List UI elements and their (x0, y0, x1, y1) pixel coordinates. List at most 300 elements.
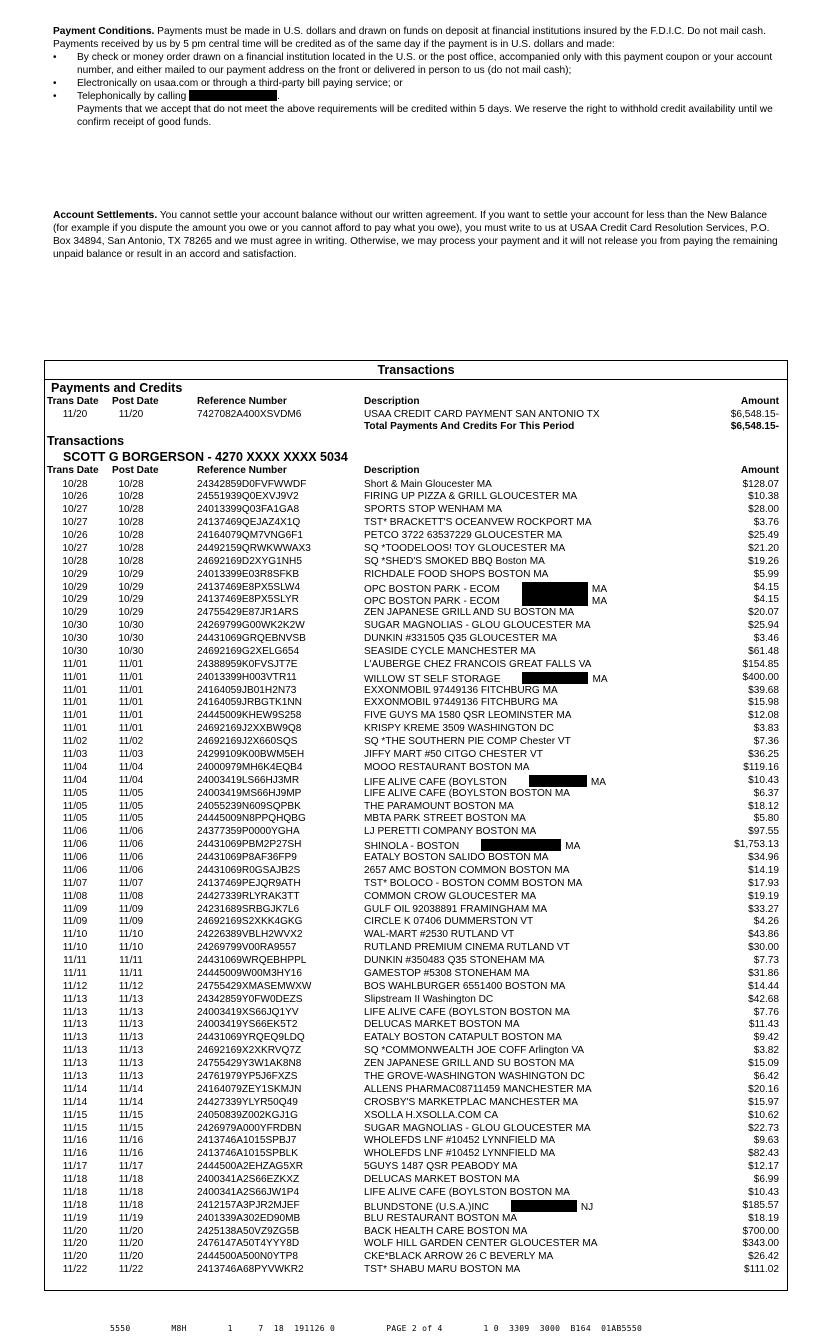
amount: $4.15 (753, 581, 779, 593)
post-date: 10/28 (118, 517, 144, 529)
table-row (45, 1058, 787, 1071)
amount: $17.93 (748, 877, 779, 889)
table-row (45, 1071, 787, 1084)
description-text: FIRING UP PIZZA & GRILL GLOUCESTER MA (364, 491, 578, 503)
table-row (45, 1110, 787, 1123)
post-date: 10/28 (118, 504, 144, 516)
payments-total-row: Total Payments And Credits For This Period $6,548.15- (364, 421, 779, 432)
reference-number: 24164079QM7VNG6F1 (197, 530, 304, 542)
description (364, 569, 548, 582)
amount: $15.97 (748, 1096, 779, 1108)
description-text: SQ *COMMONWEALTH JOE COFF Arlington VA (364, 1045, 585, 1057)
post-date: 11/06 (118, 864, 144, 876)
description-state: MA (591, 596, 608, 608)
redacted-location (522, 582, 588, 594)
description (364, 1007, 570, 1020)
post-date: 11/19 (118, 1212, 144, 1224)
amount: $12.08 (748, 710, 779, 722)
trans-date: 11/01 (62, 697, 88, 709)
table-row (45, 1007, 787, 1020)
post-date: 11/13 (118, 1070, 144, 1082)
post-date: 11/13 (118, 1019, 144, 1031)
post-date: 11/20 (118, 1238, 144, 1250)
reference-number: 24692169J2X660SQS (197, 736, 298, 748)
trans-date: 11/15 (62, 1109, 88, 1121)
reference-number: 24342859Y0FW0DEZS (197, 993, 303, 1005)
description-text: SPORTS STOP WENHAM MA (364, 504, 502, 516)
table-row (45, 569, 787, 582)
redacted-location (529, 775, 587, 787)
amount: $343.00 (742, 1238, 779, 1250)
description (364, 1251, 553, 1264)
amount: $5.99 (753, 568, 779, 580)
reference-number: 24431069WRQEBHPPL (197, 955, 307, 967)
post-date: 10/28 (118, 530, 144, 542)
payment-row: 11/20 11/20 7427082A400XSVDM6 USAA CREDIT CARD PAYMENT SAN ANTONIO TX $6,548.15- (62, 408, 779, 420)
reference-number: 2476147A50T4YYY8D (197, 1238, 300, 1250)
table-row (45, 1032, 787, 1045)
trans-date: 11/06 (62, 839, 88, 851)
list-item: • Electronically on usaa.com or through a third-party bill paying service; or (53, 78, 403, 89)
table-row (45, 1226, 787, 1239)
table-row (45, 788, 787, 801)
reference-number: 2444500A2EHZAG5XR (197, 1161, 304, 1173)
trans-date: 11/01 (62, 658, 88, 670)
amount: $33.27 (748, 903, 779, 915)
table-row (45, 1251, 787, 1264)
reference-number: 2412157A3PJR2MJEF (197, 1199, 300, 1211)
description-text: DELUCAS MARKET BOSTON MA (364, 1019, 520, 1031)
trans-date: 11/10 (62, 929, 88, 941)
description (364, 710, 572, 723)
amount: $36.25 (748, 748, 779, 760)
trans-date: 10/28 (62, 555, 88, 567)
table-row (45, 1123, 787, 1136)
reference-number: 24269799V00RA9557 (197, 942, 297, 954)
reference-number: 24003419MS66HJ9MP (197, 787, 302, 799)
description (364, 1071, 585, 1084)
amount: $9.63 (753, 1135, 779, 1147)
description-text: SQ *THE SOUTHERN PIE COMP Chester VT (364, 736, 571, 748)
description-text: CROSBY'S MARKETPLAC MANCHESTER MA (364, 1096, 578, 1108)
description (364, 801, 514, 814)
post-date: 11/16 (118, 1148, 144, 1160)
table-row (45, 1097, 787, 1110)
description-text: EATALY BOSTON SALIDO BOSTON MA (364, 852, 549, 864)
post-date: 11/05 (118, 800, 144, 812)
description (364, 1058, 574, 1071)
description (364, 994, 493, 1007)
reference-number: 24377359P0000YGHA (197, 826, 300, 838)
amount: $25.94 (748, 620, 779, 632)
trans-date: 10/30 (62, 633, 88, 645)
trans-date: 11/11 (63, 955, 87, 967)
description-text: LIFE ALIVE CAFE (BOYLSTON BOSTON MA (364, 1006, 571, 1018)
reference-number: 24137469E8PX5SLW4 (197, 581, 301, 593)
trans-date: 11/04 (62, 774, 88, 786)
reference-number: 2400341A2S66JW1P4 (197, 1186, 300, 1198)
table-row (45, 607, 787, 620)
trans-date: 11/11 (63, 967, 87, 979)
post-date: 11/01 (118, 658, 144, 670)
description-text: Slipstream II Washington DC (364, 993, 494, 1005)
post-date: 11/13 (118, 1006, 144, 1018)
description (364, 736, 571, 749)
table-row (45, 1238, 787, 1251)
reference-number: 24692169G2XELG654 (197, 645, 300, 657)
post-date: 11/01 (118, 697, 144, 709)
description-text: ZEN JAPANESE GRILL AND SU BOSTON MA (364, 1058, 575, 1070)
table-row (45, 697, 787, 710)
description-text: RUTLAND PREMIUM CINEMA RUTLAND VT (364, 942, 570, 954)
description-state: MA (590, 776, 606, 788)
post-date: 11/16 (118, 1135, 144, 1147)
description (364, 749, 543, 762)
description (364, 1161, 518, 1174)
description (364, 1148, 555, 1161)
table-row (45, 801, 787, 814)
post-date: 11/09 (118, 916, 144, 928)
trans-date: 11/09 (62, 903, 88, 915)
description (364, 1213, 517, 1226)
description-text: WHOLEFDS LNF #10452 LYNNFIELD MA (364, 1148, 556, 1160)
table-row (45, 942, 787, 955)
description (364, 1226, 527, 1239)
description (364, 1264, 520, 1277)
post-date: 11/18 (118, 1174, 144, 1186)
description-text: BACK HEALTH CARE BOSTON MA (364, 1225, 528, 1237)
description (364, 491, 577, 504)
table-row (45, 1084, 787, 1097)
post-date: 11/02 (118, 736, 144, 748)
amount: $128.07 (742, 478, 779, 490)
reference-number: 24692169J2XXBW9Q8 (197, 723, 302, 735)
description (364, 723, 554, 736)
reference-number: 24226389VBLH2WVX2 (197, 929, 303, 941)
post-date: 11/13 (118, 1032, 144, 1044)
amount: $39.68 (748, 684, 779, 696)
redacted-location (511, 1200, 577, 1212)
description (364, 1187, 570, 1200)
table-row (45, 878, 787, 891)
post-date: 11/20 (118, 1251, 144, 1263)
description (364, 826, 536, 839)
description (364, 1123, 591, 1136)
description (364, 697, 558, 710)
description (364, 1097, 578, 1110)
post-date: 11/04 (118, 761, 144, 773)
trans-date: 11/05 (62, 787, 88, 799)
description-text: LIFE ALIVE CAFE (BOYLSTON BOSTON MA (364, 1186, 571, 1198)
amount: $10.38 (748, 491, 779, 503)
payment-conditions-heading: Payment Conditions. (53, 26, 155, 37)
trans-date: 11/06 (62, 864, 88, 876)
table-row (45, 594, 787, 607)
description (364, 968, 529, 981)
amount: $7.73 (753, 955, 779, 967)
post-date: 11/12 (118, 980, 144, 992)
reference-number: 24299109K00BWM5EH (197, 748, 305, 760)
reference-number: 24164079ZEY1SKMJN (197, 1083, 302, 1095)
post-date: 11/13 (118, 993, 144, 1005)
amount: $25.49 (748, 530, 779, 542)
post-date: 10/28 (118, 478, 144, 490)
description (364, 904, 547, 917)
table-row (45, 955, 787, 968)
description-text: ALLENS PHARMAC08711459 MANCHESTER MA (364, 1083, 592, 1095)
description-text: EXXONMOBIL 97449136 FITCHBURG MA (364, 684, 558, 696)
reference-number: 24164059JB01H2N73 (197, 684, 297, 696)
description-text: LIFE ALIVE CAFE (BOYLSTON BOSTON MA (364, 787, 571, 799)
amount: $42.68 (748, 993, 779, 1005)
table-row (45, 852, 787, 865)
description-text: BOS WAHLBURGER 6551400 BOSTON MA (364, 980, 566, 992)
description (364, 1019, 520, 1032)
description-text: SQ *TOODELOOS! TOY GLOUCESTER MA (364, 542, 566, 554)
description-text: Short & Main Gloucester MA (364, 478, 492, 490)
reference-number: 24431069YRQEQ9LDQ (197, 1032, 305, 1044)
reference-number: 24055239N609SQPBK (197, 800, 301, 812)
table-row (45, 530, 787, 543)
trans-date: 11/07 (62, 877, 88, 889)
reference-number: 24431069PBM2P27SH (197, 839, 302, 851)
table-row (45, 620, 787, 633)
description-state: MA (565, 841, 581, 853)
reference-number: 24431069GRQEBNVSB (197, 633, 306, 645)
trans-date: 11/01 (62, 723, 88, 735)
description-text: DUNKIN #331505 Q35 GLOUCESTER MA (364, 633, 557, 645)
table-row (45, 1187, 787, 1200)
trans-date: 11/18 (62, 1199, 88, 1211)
account-settlements-heading: Account Settlements. (53, 210, 158, 221)
amount: $18.12 (748, 800, 779, 812)
trans-date: 10/29 (62, 568, 88, 580)
description-text: THE PARAMOUNT BOSTON MA (364, 800, 514, 812)
reference-number: 24551939Q0EXVJ9V2 (197, 491, 299, 503)
description (364, 762, 529, 775)
description-text: DUNKIN #350483 Q35 STONEHAM MA (364, 955, 545, 967)
post-date: 11/04 (118, 774, 144, 786)
trans-date: 10/26 (62, 491, 88, 503)
reference-number: 24050839Z002KGJ1G (197, 1109, 299, 1121)
payments-credits-heading: Payments and Credits (51, 381, 183, 395)
amount: $31.86 (748, 967, 779, 979)
description (364, 659, 591, 672)
amount: $34.96 (748, 852, 779, 864)
description-text: JIFFY MART #50 CITGO CHESTER VT (364, 748, 543, 760)
description-text: COMMON CROW GLOUCESTER MA (364, 890, 537, 902)
account-settlements (53, 209, 778, 261)
post-date: 11/09 (118, 903, 144, 915)
table-row (45, 968, 787, 981)
trans-date: 10/30 (62, 645, 88, 657)
description-text: ZEN JAPANESE GRILL AND SU BOSTON MA (364, 607, 575, 619)
description (364, 852, 549, 865)
description-text: KRISPY KREME 3509 WASHINGTON DC (364, 723, 554, 735)
post-date: 11/06 (118, 826, 144, 838)
reference-number: 24431069P8AF36FP9 (197, 852, 297, 864)
post-date: 11/20 (118, 1225, 144, 1237)
table-row (45, 556, 787, 569)
trans-date: 10/29 (62, 607, 88, 619)
description (364, 1045, 584, 1058)
amount: $28.00 (748, 504, 779, 516)
trans-date: 11/01 (62, 671, 88, 683)
table-row (45, 904, 787, 917)
post-date: 10/29 (118, 594, 144, 606)
description-text: XSOLLA H.XSOLLA.COM CA (364, 1109, 499, 1121)
post-date: 11/13 (118, 1058, 144, 1070)
description (364, 865, 569, 878)
description (364, 479, 492, 492)
payment-methods-list (53, 51, 778, 103)
amount: $185.57 (742, 1199, 779, 1211)
trans-date: 11/01 (62, 710, 88, 722)
list-item: • By check or money order drawn on a financial institution located in the U.S. or the post office, accompanied only with this payment coupon or your account number, and either mailed to our payment address on the front or delivered in person to us (do not mail cash); (53, 52, 773, 76)
table-row (45, 723, 787, 736)
table-row (45, 659, 787, 672)
post-date: 11/06 (118, 852, 144, 864)
description-text: SUGAR MAGNOLIAS - GLOU GLOUCESTER MA (364, 620, 591, 632)
description-text: LJ PERETTI COMPANY BOSTON MA (364, 826, 537, 838)
post-date: 11/15 (118, 1109, 144, 1121)
description (364, 633, 557, 646)
description-text: CIRCLE K 07406 DUMMERSTON VT (364, 916, 534, 928)
table-row (45, 891, 787, 904)
description-text: RICHDALE FOOD SHOPS BOSTON MA (364, 568, 549, 580)
reference-number: 24003419LS66HJ3MR (197, 774, 300, 786)
table-row (45, 685, 787, 698)
account-settlements-text: You cannot settle your account balance without our written agreement. If you want to settle your account for less than the New Balance (for example if you dispute the amount you owe or you cannot afford to pay what you owe), you must write to us at USAA Credit Card Resolution Services, P.O. Box 34894, San Antonio, TX 78265 and we must agree in writing. Otherwise, we may process your payment and it will not release you from paying the remaining unpaid balance or result in an accord and satisfaction. (53, 210, 778, 260)
trans-date: 10/26 (62, 530, 88, 542)
description-text: SQ *SHED'S SMOKED BBQ Boston MA (364, 555, 545, 567)
reference-number: 2444500A500N0YTP8 (197, 1251, 299, 1263)
amount: $6.37 (753, 787, 779, 799)
description (364, 530, 562, 543)
trans-date: 11/18 (62, 1186, 88, 1198)
reference-number: 24000979MH6K4EQB4 (197, 761, 303, 773)
reference-number: 24692169X2XKRVQ7Z (197, 1045, 302, 1057)
post-date: 11/10 (118, 929, 144, 941)
trans-date: 11/16 (62, 1148, 88, 1160)
trans-date: 10/29 (62, 594, 88, 606)
amount: $19.19 (748, 890, 779, 902)
amount: $20.07 (748, 607, 779, 619)
reference-number: 2413746A1015SPBLK (197, 1148, 299, 1160)
trans-date: 11/19 (62, 1212, 88, 1224)
reference-number: 24003419XS66JQ1YV (197, 1006, 299, 1018)
trans-date: 11/14 (62, 1083, 88, 1095)
post-date: 10/29 (118, 607, 144, 619)
table-row (45, 981, 787, 994)
table-row (45, 646, 787, 659)
amount: $7.36 (753, 736, 779, 748)
trans-date: 11/04 (62, 761, 88, 773)
table-row (45, 865, 787, 878)
description-text: BLU RESTAURANT BOSTON MA (364, 1212, 518, 1224)
table-row (45, 1200, 787, 1213)
description (364, 1084, 592, 1097)
description (364, 1110, 498, 1123)
table-row (45, 517, 787, 530)
trans-date: 11/01 (62, 684, 88, 696)
reference-number: 24137469PEJQR9ATH (197, 877, 301, 889)
amount: $97.55 (748, 826, 779, 838)
amount: $119.16 (743, 761, 779, 773)
post-date: 11/22 (118, 1264, 144, 1276)
amount: $5.80 (753, 813, 779, 825)
amount: $19.26 (748, 555, 779, 567)
reference-number: 24692169S2XKK4GKG (197, 916, 303, 928)
amount: $20.16 (748, 1083, 779, 1095)
amount: $3.46 (753, 633, 779, 645)
trans-date: 10/27 (62, 517, 88, 529)
reference-number: 24013399H003VTR11 (197, 671, 297, 683)
description-text: WILLOW ST SELF STORAGE (364, 673, 501, 685)
amount: $10.62 (748, 1109, 779, 1121)
table-row (45, 543, 787, 556)
amount: $82.43 (748, 1148, 779, 1160)
description-text: MBTA PARK STREET BOSTON MA (364, 813, 526, 825)
post-date: 11/08 (118, 890, 144, 902)
redacted-location (522, 594, 588, 606)
reference-number: 2400341A2S66EZKXZ (197, 1174, 300, 1186)
trans-date: 10/29 (62, 581, 88, 593)
post-date: 11/11 (119, 967, 143, 979)
amount: $6.42 (753, 1070, 779, 1082)
amount: $4.15 (753, 594, 779, 606)
description-state: MA (592, 673, 608, 685)
redacted-phone (189, 90, 277, 101)
amount: $15.09 (748, 1058, 779, 1070)
description-text: CKE*BLACK ARROW 26 C BEVERLY MA (364, 1251, 554, 1263)
post-date: 11/18 (118, 1186, 144, 1198)
table-row (45, 1148, 787, 1161)
redacted-location (522, 672, 588, 684)
description-text: FIVE GUYS MA 1580 QSR LEOMINSTER MA (364, 710, 572, 722)
transactions-column-header: Trans Date Post Date Reference Number Description Amount (47, 465, 779, 476)
description (364, 620, 591, 633)
trans-date: 11/05 (62, 800, 88, 812)
table-row (45, 916, 787, 929)
amount: $3.83 (753, 723, 779, 735)
trans-date: 11/13 (62, 1019, 88, 1031)
amount: $12.17 (748, 1161, 779, 1173)
reference-number: 24445009N8PPQHQBG (197, 813, 306, 825)
amount: $111.02 (744, 1264, 779, 1276)
table-row (45, 582, 787, 595)
trans-date: 11/03 (62, 748, 88, 760)
post-date: 11/05 (118, 813, 144, 825)
amount: $10.43 (748, 1186, 779, 1198)
reference-number: 24137469E8PX5SLYR (197, 594, 299, 606)
reference-number: 2413746A68PYVWKR2 (197, 1264, 304, 1276)
trans-date: 11/06 (62, 826, 88, 838)
description-text: DELUCAS MARKET BOSTON MA (364, 1174, 520, 1186)
trans-date: 11/09 (62, 916, 88, 928)
amount: $26.42 (748, 1251, 779, 1263)
table-row (45, 775, 787, 788)
reference-number: 24003419YS66EK5T2 (197, 1019, 298, 1031)
description (364, 646, 536, 659)
amount: $15.98 (748, 697, 779, 709)
transactions-heading: Transactions (47, 434, 125, 448)
reference-number: 24269799G00WK2K2W (197, 620, 305, 632)
trans-date: 11/13 (62, 1032, 88, 1044)
description (364, 556, 545, 569)
amount: $18.19 (748, 1212, 779, 1224)
reference-number: 2413746A1015SPBJ7 (197, 1135, 297, 1147)
